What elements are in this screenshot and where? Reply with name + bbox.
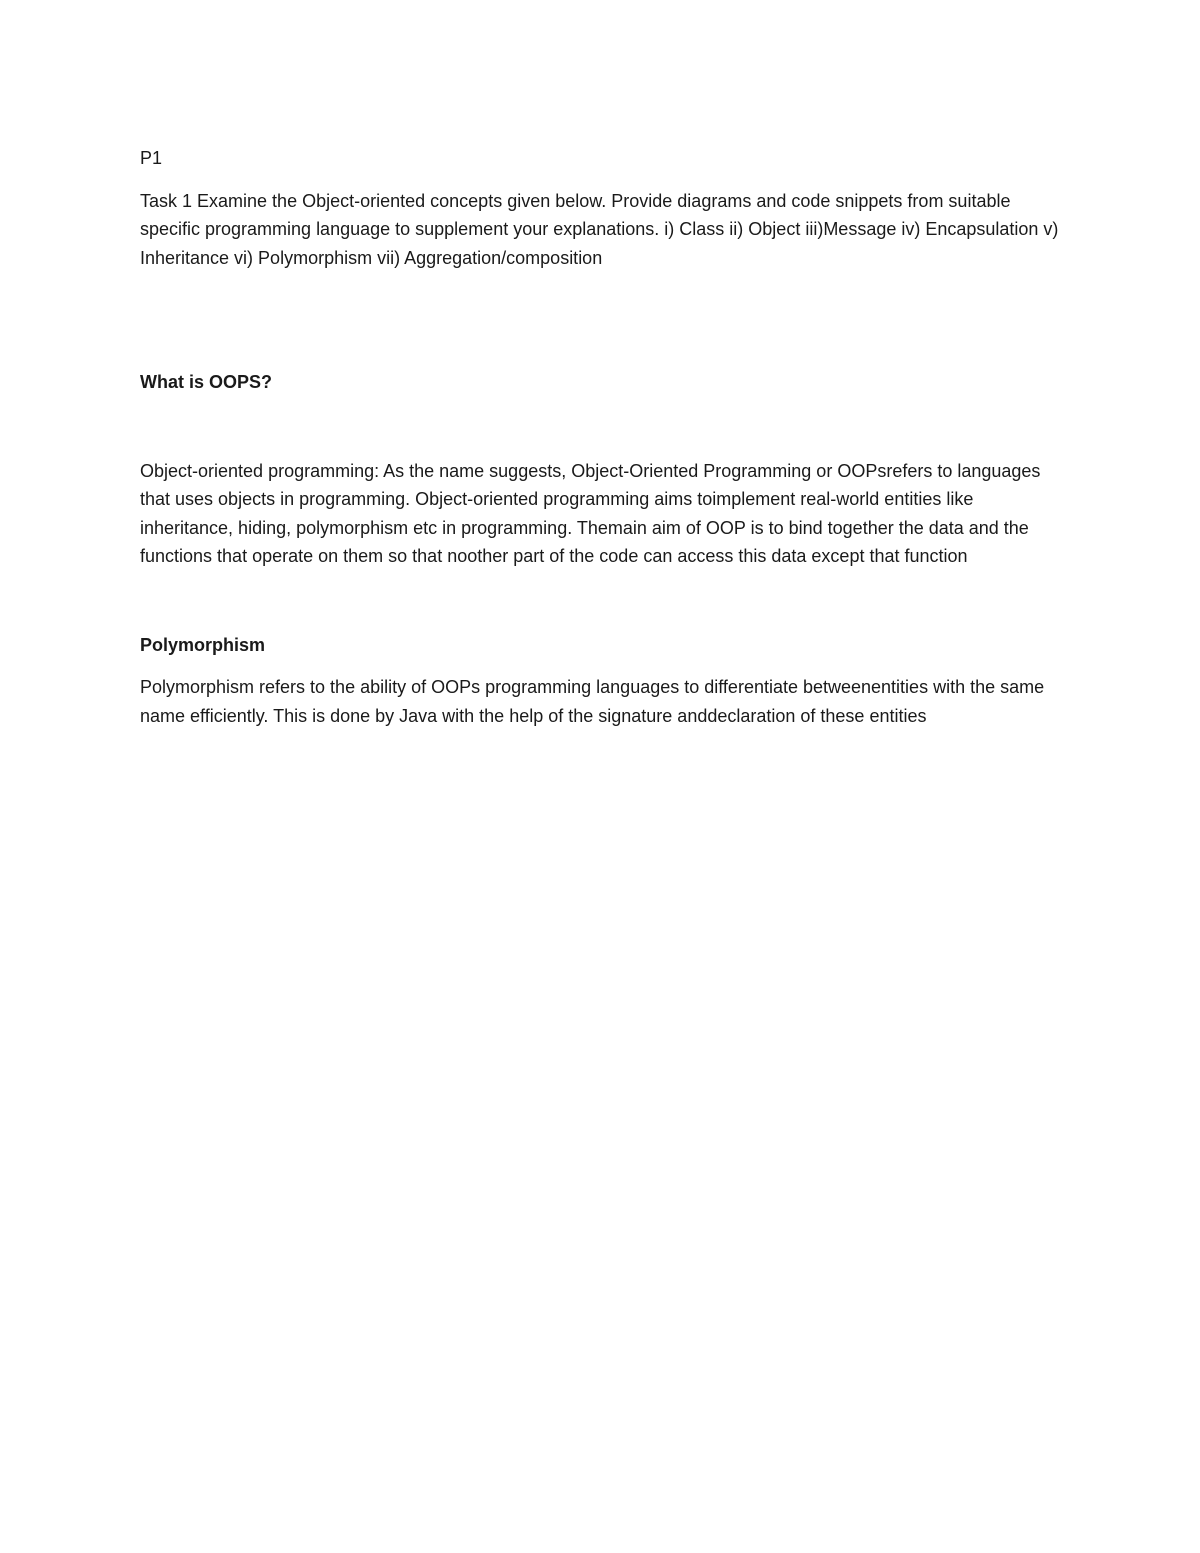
document-content (140, 144, 1070, 730)
section-heading-oops: What is OOPS? (140, 372, 273, 392)
page-label: P1 (140, 148, 163, 168)
section-body-oops: Object-oriented programming: As the name suggests, Object-Oriented Programming or OOPsrefers to languages that uses objects in programming. Object-oriented programming aims toimplement real-world entities like inheritance, hiding, polymorphism etc in programming. Themain aim of OOP is to bind together the data and the functions that operate on them so that noother part of the code can access this data except that function (140, 460, 1041, 566)
section-body-polymorphism: Polymorphism refers to the ability of OOPs programming languages to differentiate betweenentities with the same name efficiently. This is done by Java with the help of the signature anddeclaration of these entities (140, 677, 1045, 726)
task-description: Task 1 Examine the Object-oriented concepts given below. Provide diagrams and code snippets from suitable specific programming language to supplement your explanations. i) Class ii) Object iii)Message iv) Encapsulation v) Inheritance vi) Polymorphism vii) Aggregation/composition (140, 190, 1059, 268)
section-heading-polymorphism: Polymorphism (140, 634, 266, 655)
